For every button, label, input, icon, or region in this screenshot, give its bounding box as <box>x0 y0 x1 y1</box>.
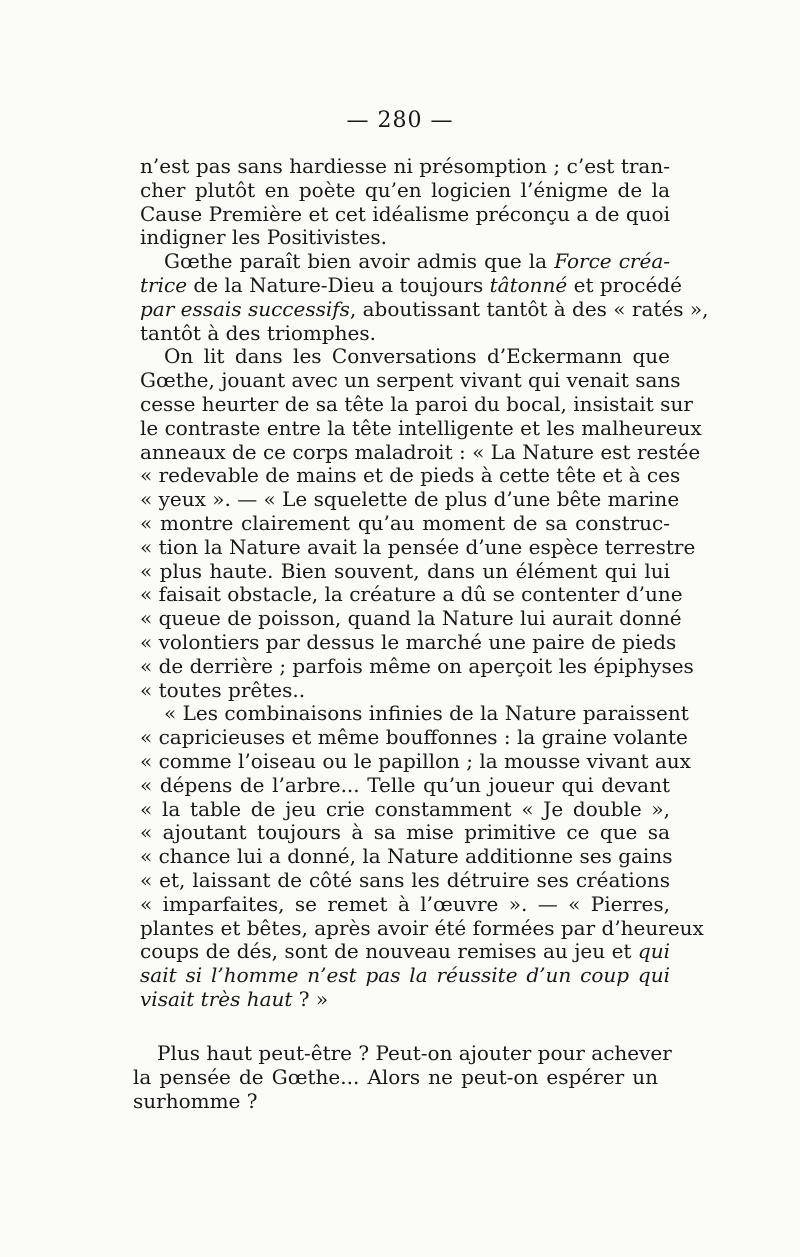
text-line: plantes et bêtes, après avoir été formées par d’heureux <box>140 915 704 940</box>
main-text <box>140 154 709 1012</box>
text-line: coups de dés, sont de nouveau remises au jeu et qui <box>140 939 670 964</box>
text-line: sait si l’homme n’est pas la réussite d’un coup qui <box>140 963 670 988</box>
text-line: « de derrière ; parfois même on aperçoit les épiphyses <box>140 653 694 678</box>
text-line: « et, laissant de côté sans les détruire ses créations <box>140 867 670 892</box>
text-line: anneaux de ce corps maladroit : « La Nature est restée <box>140 439 701 464</box>
page-number: — 280 — <box>346 108 454 133</box>
text-line: « ajoutant toujours à sa mise primitive ce que sa <box>140 820 670 845</box>
text-line: « volontiers par dessus le marché une paire de pieds <box>140 629 677 654</box>
text-line: Gœthe paraît bien avoir admis que la Force créa- <box>164 249 671 274</box>
text-line: « tion la Nature avait la pensée d’une espèce terrestre <box>140 534 696 559</box>
text-line: « plus haute. Bien souvent, dans un élément qui lui <box>140 558 670 583</box>
text-line: trice de la Nature-Dieu a toujours tâtonné et procédé <box>140 272 682 297</box>
text-line: visait très haut ? » <box>140 986 329 1011</box>
text-line: tantôt à des triomphes. <box>140 320 376 345</box>
text-line: Cause Première et cet idéalisme préconçu a de quoi <box>140 201 670 226</box>
text-line: On lit dans les Conversations d’Eckermann que <box>164 344 670 369</box>
text-line: par essais successifs, aboutissant tantôt à des « ratés », <box>140 296 709 321</box>
text-line: surhomme ? <box>133 1088 258 1113</box>
text-line: Plus haut peut-être ? Peut-on ajouter pour achever <box>157 1041 672 1065</box>
text-line: « montre clairement qu’au moment de sa construc- <box>140 510 670 535</box>
closing-paragraph <box>133 1041 672 1113</box>
text-line: « comme l’oiseau ou le papillon ; la mousse vivant aux <box>140 748 691 773</box>
text-line: « la table de jeu crie constamment « Je double », <box>140 796 670 821</box>
text-line: cesse heurter de sa tête la paroi du bocal, insistait sur <box>140 391 693 416</box>
text-line: « capricieuses et même bouffonnes : la graine volante <box>140 725 688 750</box>
text-line: « Les combinaisons infinies de la Nature paraissent <box>164 701 689 726</box>
text-line: « dépens de l’arbre... Telle qu’un joueur qui devant <box>140 772 670 797</box>
text-line: « redevable de mains et de pieds à cette tête et à ces <box>140 463 681 488</box>
text-line: « queue de poisson, quand la Nature lui aurait donné <box>140 606 682 631</box>
text-line: « faisait obstacle, la créature a dû se contenter d’une <box>140 582 683 607</box>
text-line: « toutes prêtes.. <box>140 677 306 702</box>
text-line: la pensée de Gœthe... Alors ne peut-on espérer un <box>133 1064 658 1089</box>
text-line: « yeux ». — « Le squelette de plus d’une bête marine <box>140 487 680 512</box>
text-line: Gœthe, jouant avec un serpent vivant qui venait sans <box>140 368 681 393</box>
text-line: le contraste entre la tête intelligente et les malheureux <box>140 415 702 440</box>
text-line: « imparfaites, se remet à l’œuvre ». — « Pierres, <box>140 891 670 916</box>
text-line: cher plutôt en poète qu’en logicien l’énigme de la <box>140 177 670 202</box>
text-line: indigner les Positivistes. <box>140 225 388 250</box>
text-line: « chance lui a donné, la Nature additionne ses gains <box>140 844 673 869</box>
text-line: n’est pas sans hardiesse ni présomption ; c’est tran- <box>140 154 670 178</box>
